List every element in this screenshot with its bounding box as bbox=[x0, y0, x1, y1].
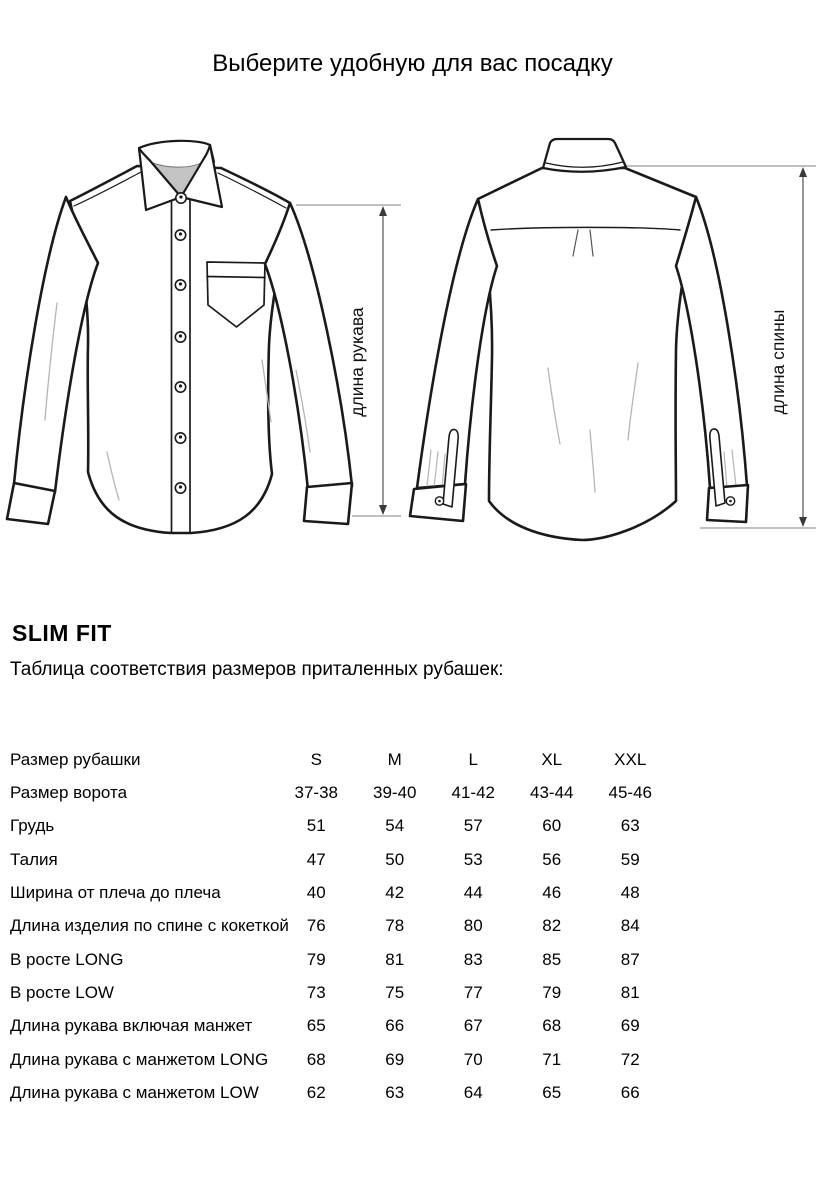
row-label: Талия bbox=[10, 849, 58, 869]
row-label: Грудь bbox=[10, 816, 55, 836]
table-cell: 43-44 bbox=[530, 783, 574, 803]
table-cell: XXL bbox=[614, 749, 647, 769]
table-cell: 46 bbox=[542, 883, 562, 903]
shirt-back-drawing bbox=[410, 139, 748, 540]
arrowhead-up-icon bbox=[379, 206, 387, 216]
size-table bbox=[10, 743, 672, 1110]
table-cell: 70 bbox=[463, 1049, 483, 1069]
table-cell: 85 bbox=[542, 949, 562, 969]
table-cell: 72 bbox=[620, 1049, 640, 1069]
table-cell: M bbox=[387, 749, 402, 769]
section-subtitle: Таблица соответствия размеров приталенных рубашек: bbox=[10, 659, 504, 680]
arrowhead-up-icon bbox=[799, 167, 807, 177]
table-cell: 78 bbox=[385, 916, 405, 936]
table-cell: 40 bbox=[306, 883, 326, 903]
table-cell: 67 bbox=[463, 1016, 483, 1036]
table-cell: 50 bbox=[385, 849, 405, 869]
row-label: Длина изделия по спине с кокеткой bbox=[10, 916, 289, 936]
table-row bbox=[10, 910, 672, 943]
row-label: Размер рубашки bbox=[10, 749, 141, 769]
shirt-front-drawing bbox=[7, 141, 352, 533]
table-row bbox=[10, 976, 672, 1009]
table-cell: 39-40 bbox=[373, 783, 417, 803]
table-row bbox=[10, 843, 672, 876]
table-cell: 87 bbox=[620, 949, 640, 969]
table-row bbox=[10, 1043, 672, 1076]
sleeve-length-label: длина рукава bbox=[347, 307, 367, 417]
table-cell: 75 bbox=[385, 983, 405, 1003]
table-cell: 53 bbox=[463, 849, 483, 869]
table-cell: 41-42 bbox=[451, 783, 495, 803]
table-cell: 51 bbox=[306, 816, 326, 836]
table-cell: S bbox=[310, 749, 322, 769]
table-cell: 77 bbox=[463, 983, 483, 1003]
table-cell: 47 bbox=[306, 849, 326, 869]
row-label: В росте LONG bbox=[10, 949, 124, 969]
table-cell: 64 bbox=[463, 1083, 483, 1103]
table-row bbox=[10, 876, 672, 909]
table-cell: 79 bbox=[542, 983, 562, 1003]
table-row bbox=[10, 776, 672, 809]
table-cell: 69 bbox=[620, 1016, 640, 1036]
back-length-label: длина спины bbox=[768, 309, 788, 415]
table-cell: 84 bbox=[620, 916, 640, 936]
table-cell: 68 bbox=[542, 1016, 562, 1036]
table-cell: 56 bbox=[542, 849, 562, 869]
row-label: Длина рукава с манжетом LOW bbox=[10, 1083, 259, 1103]
table-cell: 37-38 bbox=[294, 783, 338, 803]
table-cell: 69 bbox=[385, 1049, 405, 1069]
table-cell: 63 bbox=[620, 816, 640, 836]
table-row bbox=[10, 1010, 672, 1043]
table-cell: 45-46 bbox=[608, 783, 652, 803]
table-cell: 83 bbox=[463, 949, 483, 969]
table-row bbox=[10, 743, 672, 776]
row-label: Ширина от плеча до плеча bbox=[10, 883, 221, 903]
table-cell: 62 bbox=[306, 1083, 326, 1103]
page-title: Выберите удобную для вас посадку bbox=[212, 50, 613, 77]
table-cell: 48 bbox=[620, 883, 640, 903]
table-cell: 65 bbox=[306, 1016, 326, 1036]
table-cell: 71 bbox=[542, 1049, 562, 1069]
table-cell: 54 bbox=[385, 816, 405, 836]
table-cell: 66 bbox=[385, 1016, 405, 1036]
row-label: Длина рукава включая манжет bbox=[10, 1016, 253, 1036]
table-cell: 82 bbox=[542, 916, 562, 936]
table-cell: 65 bbox=[542, 1083, 562, 1103]
table-cell: 73 bbox=[306, 983, 326, 1003]
table-cell: 81 bbox=[620, 983, 640, 1003]
table-row bbox=[10, 1076, 672, 1109]
row-label: Длина рукава с манжетом LONG bbox=[10, 1049, 269, 1069]
table-cell: 60 bbox=[542, 816, 562, 836]
table-cell: 68 bbox=[306, 1049, 326, 1069]
arrowhead-down-icon bbox=[799, 517, 807, 527]
arrowhead-down-icon bbox=[379, 505, 387, 515]
table-cell: L bbox=[468, 749, 478, 769]
table-cell: 57 bbox=[463, 816, 483, 836]
table-cell: 59 bbox=[620, 849, 640, 869]
table-cell: 76 bbox=[306, 916, 326, 936]
table-cell: 81 bbox=[385, 949, 405, 969]
table-cell: 63 bbox=[385, 1083, 405, 1103]
row-label: Размер ворота bbox=[10, 783, 128, 803]
section-heading: SLIM FIT bbox=[12, 620, 112, 646]
table-cell: 79 bbox=[306, 949, 326, 969]
table-row bbox=[10, 943, 672, 976]
table-cell: XL bbox=[541, 749, 563, 769]
table-cell: 44 bbox=[463, 883, 483, 903]
table-cell: 42 bbox=[385, 883, 405, 903]
table-cell: 80 bbox=[463, 916, 483, 936]
table-cell: 66 bbox=[620, 1083, 640, 1103]
table-row bbox=[10, 810, 672, 843]
row-label: В росте LOW bbox=[10, 983, 114, 1003]
